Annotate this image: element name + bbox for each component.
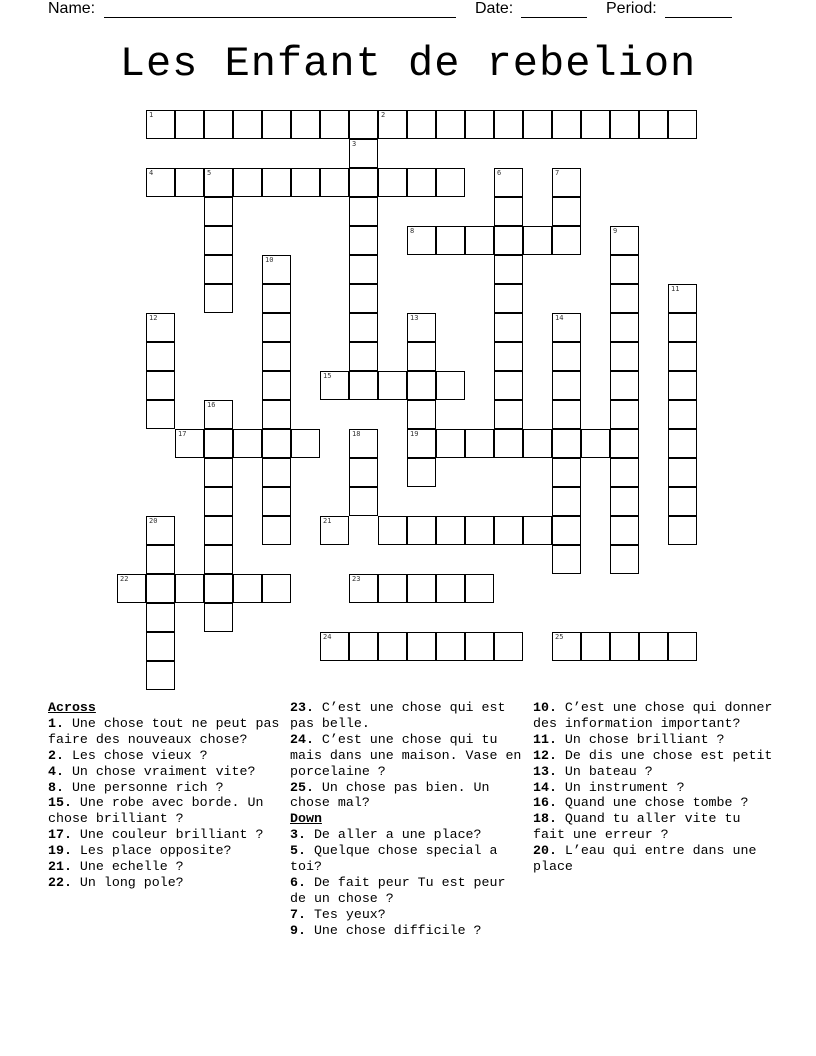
clue-text: De aller a une place? (305, 827, 482, 843)
grid-cell[interactable] (407, 226, 436, 255)
grid-cell[interactable] (349, 313, 378, 342)
clue-number: 20. (533, 843, 557, 859)
grid-cell[interactable] (262, 110, 291, 139)
grid-cell[interactable] (494, 342, 523, 371)
grid-cell[interactable] (320, 371, 349, 400)
across-clue (48, 875, 284, 891)
clue-text: C’est une chose qui tu mais dans une maison. Vase en porcelaine ? (290, 731, 522, 779)
grid-cell[interactable] (407, 400, 436, 429)
down-clue (290, 907, 526, 923)
clue-text: Les place opposite? (71, 843, 232, 859)
grid-cell[interactable] (349, 168, 378, 197)
grid-cell[interactable] (436, 371, 465, 400)
grid-cell[interactable] (262, 487, 291, 516)
grid-cell[interactable] (233, 574, 262, 603)
grid-cell[interactable] (581, 632, 610, 661)
grid-cell[interactable] (610, 458, 639, 487)
down-clue (290, 827, 526, 843)
clue-number: 15 (323, 372, 332, 380)
clue-number: 14. (533, 779, 557, 795)
grid-cell[interactable] (146, 371, 175, 400)
grid-cell[interactable] (378, 516, 407, 545)
grid-cell[interactable] (146, 110, 175, 139)
clue-number: 19. (48, 843, 72, 859)
across-clue (48, 780, 284, 796)
grid-cell[interactable] (175, 168, 204, 197)
grid-cell[interactable] (552, 458, 581, 487)
grid-cell[interactable] (349, 284, 378, 313)
grid-cell[interactable] (668, 313, 697, 342)
across-clue (48, 748, 284, 764)
grid-cell[interactable] (349, 632, 378, 661)
grid-cell[interactable] (146, 516, 175, 545)
grid-cell[interactable] (349, 255, 378, 284)
clue-text: Un long pole? (71, 874, 184, 890)
down-clue (533, 748, 773, 764)
across-clue (48, 859, 284, 875)
down-clue (533, 732, 773, 748)
grid-cell[interactable] (494, 197, 523, 226)
clue-number: 23. (290, 700, 314, 715)
grid-cell[interactable] (233, 168, 262, 197)
clue-number: 22 (120, 575, 129, 583)
clue-number: 17 (178, 430, 187, 438)
grid-cell[interactable] (320, 110, 349, 139)
clue-text: Un chose pas bien. Un chose mal? (290, 779, 490, 811)
down-clue (533, 764, 773, 780)
clue-text: Un chose vraiment vite? (63, 763, 256, 779)
grid-cell[interactable] (494, 371, 523, 400)
clue-text: C’est une chose qui donner des information important? (533, 700, 773, 731)
grid-cell[interactable] (204, 168, 233, 197)
grid-cell[interactable] (175, 574, 204, 603)
clue-number: 5 (207, 169, 212, 177)
clue-number: 5. (290, 843, 306, 859)
grid-cell[interactable] (552, 197, 581, 226)
clue-number: 25 (555, 633, 564, 641)
grid-cell[interactable] (581, 110, 610, 139)
grid-cell[interactable] (494, 284, 523, 313)
grid-cell[interactable] (494, 313, 523, 342)
grid-cell[interactable] (465, 110, 494, 139)
clue-number: 21. (48, 859, 72, 875)
grid-cell[interactable] (523, 516, 552, 545)
grid-cell[interactable] (523, 110, 552, 139)
clue-text: Une echelle ? (71, 859, 184, 875)
grid-cell[interactable] (668, 632, 697, 661)
grid-cell[interactable] (436, 516, 465, 545)
clue-number: 4 (149, 169, 154, 177)
clue-number: 24 (323, 633, 332, 641)
grid-cell[interactable] (146, 342, 175, 371)
grid-cell[interactable] (523, 226, 552, 255)
grid-cell[interactable] (465, 574, 494, 603)
across-clue (48, 827, 284, 843)
grid-cell[interactable] (552, 313, 581, 342)
clue-text: L’eau qui entre dans une place (533, 843, 757, 875)
clue-number: 13. (533, 763, 557, 779)
grid-cell[interactable] (204, 574, 233, 603)
grid-cell[interactable] (610, 371, 639, 400)
clue-number: 2. (48, 747, 64, 763)
clue-number: 18 (352, 430, 361, 438)
grid-cell[interactable] (610, 284, 639, 313)
clue-text: De fait peur Tu est peur de un chose ? (290, 874, 506, 906)
clue-text: Une chose difficile ? (305, 922, 482, 938)
clue-text: Un instrument ? (556, 779, 685, 795)
grid-cell[interactable] (610, 110, 639, 139)
grid-cell[interactable] (610, 313, 639, 342)
clue-number: 22. (48, 874, 72, 890)
grid-cell[interactable] (639, 110, 668, 139)
clue-number: 16. (533, 795, 557, 811)
grid-cell[interactable] (204, 226, 233, 255)
clue-number: 7. (290, 906, 306, 922)
grid-cell[interactable] (233, 429, 262, 458)
grid-cell[interactable] (668, 110, 697, 139)
clue-column-2 (290, 700, 526, 939)
grid-cell[interactable] (349, 371, 378, 400)
grid-cell[interactable] (552, 226, 581, 255)
clue-number: 15. (48, 795, 72, 811)
grid-cell[interactable] (552, 342, 581, 371)
grid-cell[interactable] (436, 574, 465, 603)
grid-cell[interactable] (262, 574, 291, 603)
down-clue (533, 700, 773, 732)
grid-cell[interactable] (262, 458, 291, 487)
grid-cell[interactable] (407, 574, 436, 603)
grid-cell[interactable] (146, 313, 175, 342)
clue-number: 17. (48, 827, 72, 843)
down-clue (533, 795, 773, 811)
clue-text: Une couleur brilliant ? (71, 827, 264, 843)
grid-cell[interactable] (175, 110, 204, 139)
grid-cell[interactable] (262, 313, 291, 342)
period-label: Period: (606, 0, 657, 17)
clue-text: De dis une chose est petit (556, 747, 773, 763)
grid-cell[interactable] (146, 545, 175, 574)
grid-cell[interactable] (494, 226, 523, 255)
grid-cell[interactable] (146, 574, 175, 603)
clue-number: 16 (207, 401, 216, 409)
clue-number: 23 (352, 575, 361, 583)
down-clue (290, 875, 526, 907)
grid-cell[interactable] (349, 139, 378, 168)
grid-cell[interactable] (610, 545, 639, 574)
grid-cell[interactable] (610, 632, 639, 661)
down-clue (533, 811, 773, 843)
clue-text: Un chose brilliant ? (556, 731, 725, 747)
date-label: Date: (475, 0, 514, 17)
down-clue (290, 923, 526, 939)
grid-cell[interactable] (407, 632, 436, 661)
grid-cell[interactable] (610, 342, 639, 371)
grid-cell[interactable] (262, 400, 291, 429)
grid-cell[interactable] (320, 168, 349, 197)
grid-cell[interactable] (436, 226, 465, 255)
grid-cell[interactable] (262, 429, 291, 458)
clue-text: Quelque chose special a toi? (290, 843, 498, 875)
across-clue (48, 795, 284, 827)
grid-cell[interactable] (494, 516, 523, 545)
grid-cell[interactable] (494, 255, 523, 284)
grid-cell[interactable] (552, 168, 581, 197)
clue-number: 6 (497, 169, 502, 177)
clue-number: 7 (555, 169, 560, 177)
clue-number: 8. (48, 779, 64, 795)
grid-cell[interactable] (233, 110, 262, 139)
grid-cell[interactable] (668, 371, 697, 400)
grid-cell[interactable] (552, 371, 581, 400)
grid-cell[interactable] (407, 342, 436, 371)
page-title: Les Enfant de rebelion (119, 40, 697, 88)
across-heading: Across (48, 700, 96, 715)
clue-number: 12. (533, 747, 557, 763)
grid-cell[interactable] (668, 284, 697, 313)
grid-cell[interactable] (349, 458, 378, 487)
down-clue (533, 843, 773, 875)
grid-cell[interactable] (436, 429, 465, 458)
clue-number: 21 (323, 517, 332, 525)
clue-text: Une chose tout ne peut pas faire des nouveaux chose? (48, 715, 280, 747)
grid-cell[interactable] (320, 516, 349, 545)
clue-text: Les chose vieux ? (63, 747, 208, 763)
across-clue (290, 732, 526, 780)
grid-cell[interactable] (349, 197, 378, 226)
grid-cell[interactable] (146, 603, 175, 632)
clue-column-1 (48, 700, 284, 891)
grid-cell[interactable] (407, 313, 436, 342)
grid-cell[interactable] (465, 226, 494, 255)
grid-cell[interactable] (349, 574, 378, 603)
clue-number: 13 (410, 314, 419, 322)
clue-number: 2 (381, 111, 386, 119)
name-label: Name: (48, 0, 96, 17)
grid-cell[interactable] (262, 255, 291, 284)
grid-cell[interactable] (291, 429, 320, 458)
grid-cell[interactable] (204, 487, 233, 516)
grid-cell[interactable] (349, 226, 378, 255)
clue-number: 12 (149, 314, 158, 322)
grid-cell[interactable] (204, 545, 233, 574)
grid-cell[interactable] (204, 516, 233, 545)
grid-cell[interactable] (291, 168, 320, 197)
grid-cell[interactable] (117, 574, 146, 603)
grid-cell[interactable] (146, 400, 175, 429)
grid-cell[interactable] (291, 110, 320, 139)
grid-cell[interactable] (494, 168, 523, 197)
grid-cell[interactable] (146, 661, 175, 690)
grid-cell[interactable] (552, 110, 581, 139)
grid-cell[interactable] (204, 110, 233, 139)
grid-cell[interactable] (552, 632, 581, 661)
grid-cell[interactable] (552, 429, 581, 458)
grid-cell[interactable] (204, 284, 233, 313)
grid-cell[interactable] (407, 110, 436, 139)
grid-cell[interactable] (204, 400, 233, 429)
grid-cell[interactable] (668, 458, 697, 487)
clue-number: 10 (265, 256, 274, 264)
clue-number: 9 (613, 227, 618, 235)
grid-cell[interactable] (552, 516, 581, 545)
grid-cell[interactable] (610, 400, 639, 429)
clue-number: 11 (671, 285, 680, 293)
grid-cell[interactable] (407, 371, 436, 400)
grid-cell[interactable] (175, 429, 204, 458)
clue-number: 11. (533, 731, 557, 747)
clue-text: Quand tu aller vite tu fait une erreur ? (533, 811, 741, 843)
grid-cell[interactable] (610, 429, 639, 458)
grid-cell[interactable] (436, 168, 465, 197)
grid-cell[interactable] (204, 197, 233, 226)
grid-cell[interactable] (552, 400, 581, 429)
clue-number: 6. (290, 874, 306, 890)
grid-cell[interactable] (668, 487, 697, 516)
grid-cell[interactable] (465, 632, 494, 661)
grid-cell[interactable] (146, 168, 175, 197)
grid-cell[interactable] (146, 632, 175, 661)
grid-cell[interactable] (349, 487, 378, 516)
grid-cell[interactable] (668, 429, 697, 458)
grid-cell[interactable] (407, 429, 436, 458)
grid-cell[interactable] (204, 255, 233, 284)
clue-number: 24. (290, 731, 314, 747)
clue-text: C’est une chose qui est pas belle. (290, 700, 506, 731)
grid-cell[interactable] (639, 632, 668, 661)
across-clue (48, 764, 284, 780)
clue-number: 9. (290, 922, 306, 938)
grid-cell[interactable] (668, 342, 697, 371)
clue-column-3 (533, 700, 773, 875)
clue-number: 10. (533, 700, 557, 715)
grid-cell[interactable] (436, 632, 465, 661)
grid-cell[interactable] (407, 168, 436, 197)
clue-text: Un bateau ? (556, 763, 653, 779)
clue-number: 8 (410, 227, 415, 235)
across-clue (290, 780, 526, 812)
grid-cell[interactable] (204, 458, 233, 487)
grid-cell[interactable] (378, 110, 407, 139)
grid-cell[interactable] (552, 487, 581, 516)
grid-cell[interactable] (262, 284, 291, 313)
grid-cell[interactable] (465, 429, 494, 458)
clue-number: 14 (555, 314, 564, 322)
across-clue (48, 843, 284, 859)
clue-number: 20 (149, 517, 158, 525)
grid-cell[interactable] (378, 632, 407, 661)
clue-text: Quand une chose tombe ? (556, 795, 749, 811)
grid-cell[interactable] (407, 516, 436, 545)
grid-cell[interactable] (668, 516, 697, 545)
grid-cell[interactable] (204, 603, 233, 632)
grid-cell[interactable] (494, 110, 523, 139)
grid-cell[interactable] (494, 400, 523, 429)
grid-cell[interactable] (262, 342, 291, 371)
grid-cell[interactable] (407, 458, 436, 487)
grid-cell[interactable] (610, 516, 639, 545)
grid-cell[interactable] (320, 632, 349, 661)
grid-cell[interactable] (349, 342, 378, 371)
clue-number: 19 (410, 430, 419, 438)
clue-number: 3 (352, 140, 357, 148)
grid-cell[interactable] (610, 255, 639, 284)
down-clue (290, 843, 526, 875)
clue-number: 1. (48, 715, 64, 731)
grid-cell[interactable] (436, 110, 465, 139)
across-clue (290, 700, 526, 732)
grid-cell[interactable] (204, 429, 233, 458)
grid-cell[interactable] (349, 110, 378, 139)
clue-number: 1 (149, 111, 154, 119)
grid-cell[interactable] (465, 516, 494, 545)
down-clue (533, 780, 773, 796)
grid-cell[interactable] (262, 516, 291, 545)
clue-text: Tes yeux? (305, 906, 386, 922)
grid-cell[interactable] (378, 371, 407, 400)
grid-cell[interactable] (378, 168, 407, 197)
grid-cell[interactable] (378, 574, 407, 603)
clue-number: 18. (533, 811, 557, 827)
grid-cell[interactable] (494, 429, 523, 458)
grid-cell[interactable] (610, 487, 639, 516)
grid-cell[interactable] (610, 226, 639, 255)
grid-cell[interactable] (668, 400, 697, 429)
grid-cell[interactable] (523, 429, 552, 458)
clue-number: 3. (290, 827, 306, 843)
grid-cell[interactable] (262, 168, 291, 197)
grid-cell[interactable] (494, 632, 523, 661)
grid-cell[interactable] (349, 429, 378, 458)
grid-cell[interactable] (552, 545, 581, 574)
clue-number: 25. (290, 779, 314, 795)
clue-text: Une robe avec borde. Un chose brilliant ? (48, 795, 264, 827)
down-heading: Down (290, 811, 322, 827)
clue-text: Une personne rich ? (63, 779, 224, 795)
clue-number: 4. (48, 763, 64, 779)
grid-cell[interactable] (262, 371, 291, 400)
grid-cell[interactable] (581, 429, 610, 458)
across-clue (48, 716, 284, 748)
